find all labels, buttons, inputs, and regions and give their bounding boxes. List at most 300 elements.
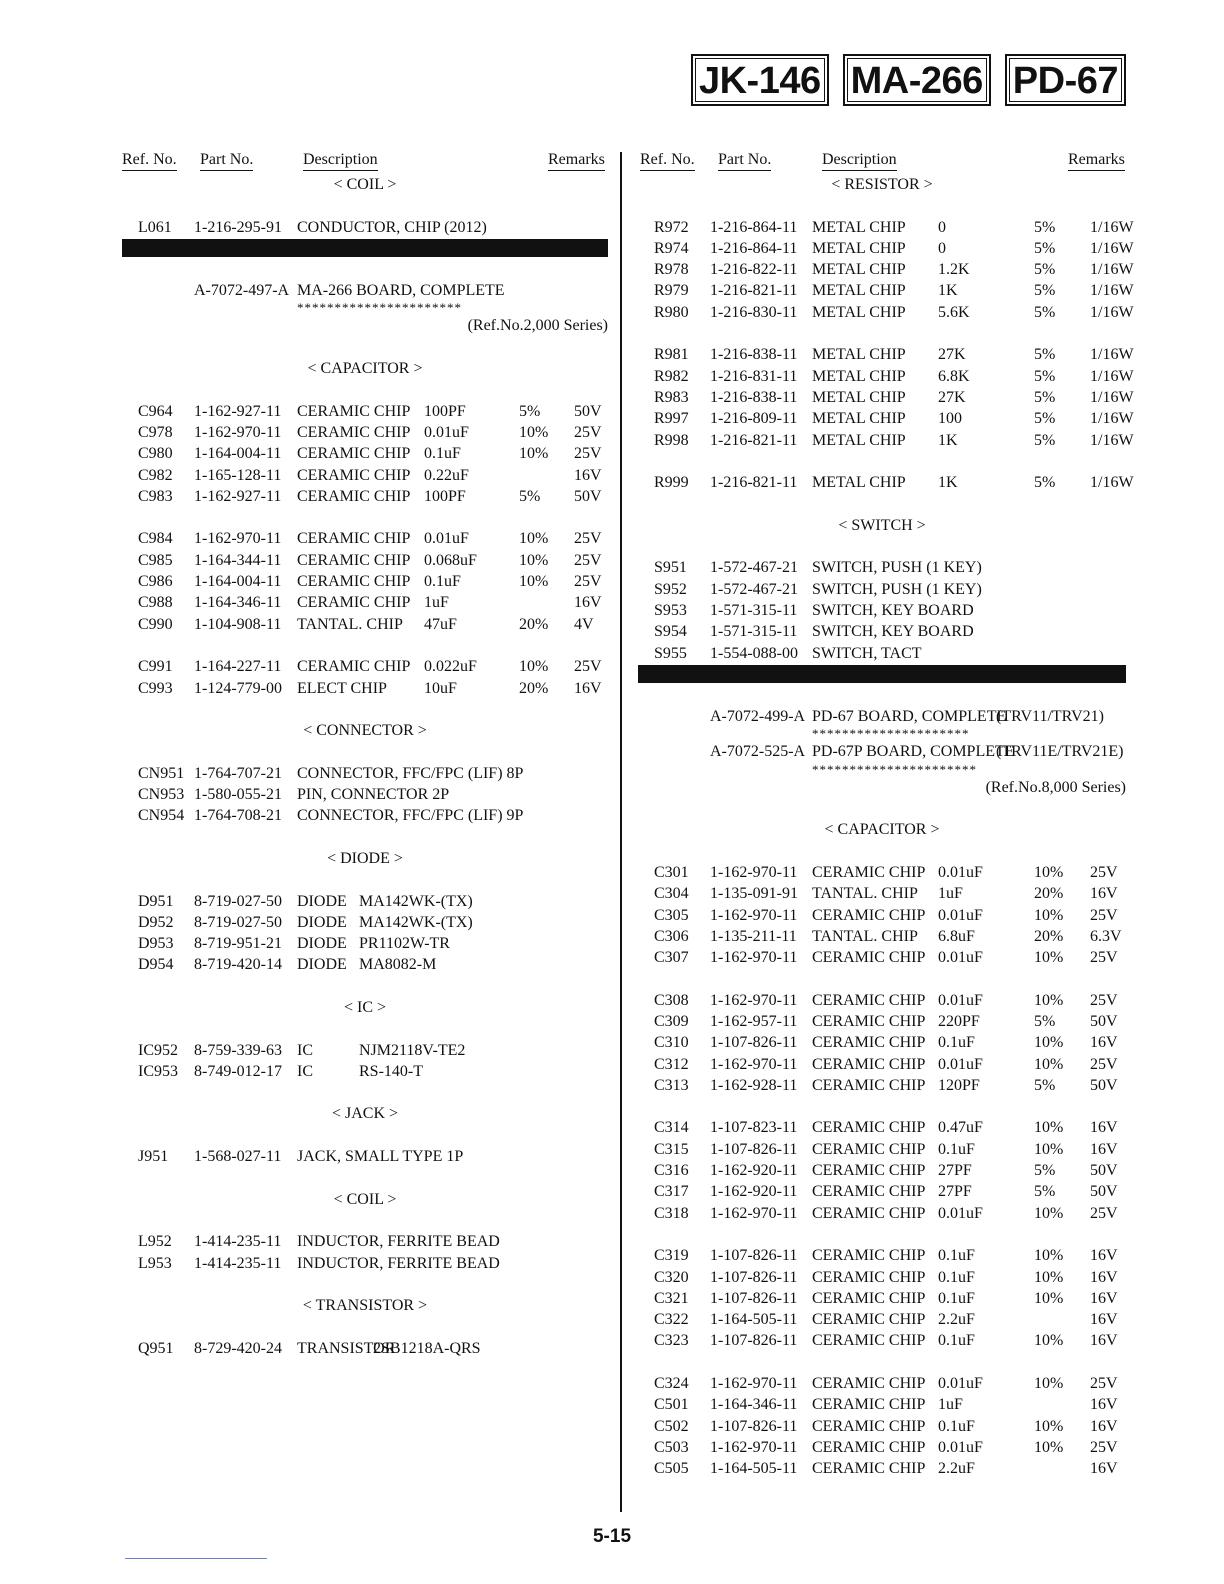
tolerance: 10%: [1034, 1247, 1064, 1265]
ref-no: CN953: [138, 786, 185, 804]
part-no: 1-162-920-11: [710, 1183, 798, 1201]
ref-no: D951: [138, 892, 174, 910]
description: CERAMIC CHIP: [297, 658, 411, 676]
part-row: [122, 528, 608, 549]
ref-no: C324: [654, 1375, 689, 1393]
ref-no: IC953: [138, 1062, 178, 1080]
ref-no: C320: [654, 1268, 689, 1286]
description: CERAMIC CHIP: [812, 1289, 926, 1307]
asterisk-rule: [638, 763, 1126, 777]
value: 27PF: [938, 1162, 972, 1180]
tolerance: 5%: [1034, 282, 1056, 300]
description: CERAMIC CHIP: [297, 466, 411, 484]
ref-no: C986: [138, 573, 173, 591]
ref-no: R997: [654, 410, 689, 428]
part-row: [638, 1437, 1126, 1458]
value: 0.01uF: [938, 1375, 983, 1393]
description: CERAMIC CHIP: [297, 487, 411, 505]
value: 5.6K: [938, 303, 970, 321]
spacer: [122, 1082, 608, 1103]
ref-no: C301: [654, 863, 689, 881]
rating: 16V: [1090, 1311, 1118, 1329]
part-row: [638, 1330, 1126, 1351]
ref-no: C312: [654, 1055, 689, 1073]
ref-no: C501: [654, 1396, 689, 1414]
description: METAL CHIP: [812, 261, 906, 279]
spacer: [122, 635, 608, 656]
description: CERAMIC CHIP: [297, 551, 411, 569]
part-row: [638, 621, 1126, 642]
spacer: [638, 798, 1126, 819]
part-row: [122, 678, 608, 699]
section-heading: [122, 997, 608, 1018]
description: CERAMIC CHIP: [297, 530, 411, 548]
asterisk-line: *********************: [812, 726, 970, 742]
spacer: [122, 1210, 608, 1231]
board-note: (TRV11/TRV21): [996, 708, 1104, 726]
part-no: 1-107-826-11: [710, 1247, 798, 1265]
part-no-header: Part No.: [718, 150, 771, 171]
rating: 16V: [574, 679, 602, 697]
ref-no: C982: [138, 466, 173, 484]
part-no: 1-162-970-11: [710, 1375, 798, 1393]
part-no: 1-162-927-11: [194, 402, 282, 420]
model-badge: MA-266: [843, 54, 991, 106]
tolerance: 20%: [519, 615, 549, 633]
rating: 16V: [1090, 1460, 1118, 1478]
part-row: [122, 1231, 608, 1252]
asterisk-rule: [638, 727, 1126, 741]
section-title: < COIL >: [333, 176, 397, 193]
ref-no: R998: [654, 431, 689, 449]
description: METAL CHIP: [812, 431, 906, 449]
tolerance: 10%: [519, 445, 549, 463]
part-no: 1-554-088-00: [710, 644, 798, 662]
part-row: [638, 1032, 1126, 1053]
rating: 1/16W: [1090, 346, 1134, 364]
description: CERAMIC CHIP: [812, 1375, 926, 1393]
description: SWITCH, PUSH (1 KEY): [812, 559, 982, 577]
spacer: [638, 1352, 1126, 1373]
part-no: 8-749-012-17: [194, 1062, 282, 1080]
tolerance: 10%: [519, 573, 549, 591]
asterisk-rule: [122, 301, 608, 315]
tolerance: 10%: [1034, 1140, 1064, 1158]
ref-no-header: Ref. No.: [122, 150, 177, 171]
description: CERAMIC CHIP: [812, 1460, 926, 1478]
model-badge: JK-146: [691, 54, 829, 106]
part-row: [638, 883, 1126, 904]
spacer: [122, 507, 608, 528]
value: 0.1uF: [424, 573, 461, 591]
value: 0.1uF: [938, 1289, 975, 1307]
rating: 25V: [574, 551, 602, 569]
description: SWITCH, TACT: [812, 644, 922, 662]
part-no: 1-571-315-11: [710, 601, 798, 619]
description: CERAMIC CHIP: [812, 1183, 926, 1201]
description: SWITCH, KEY BOARD: [812, 623, 974, 641]
tolerance: 10%: [1034, 1417, 1064, 1435]
value: 1K: [938, 431, 958, 449]
description: CERAMIC CHIP: [812, 1268, 926, 1286]
part-no: 1-162-928-11: [710, 1076, 798, 1094]
spacer: [638, 451, 1126, 472]
rating: 1/16W: [1090, 261, 1134, 279]
value: 0.1uF: [938, 1034, 975, 1052]
spacer: [122, 1167, 608, 1188]
section-title: < CONNECTOR >: [303, 722, 427, 740]
part-row: [122, 1040, 608, 1061]
value: 27K: [938, 388, 966, 406]
tolerance: 5%: [519, 402, 541, 420]
value: 0.01uF: [424, 530, 469, 548]
tolerance: 10%: [519, 530, 549, 548]
description: ELECT CHIP: [297, 679, 387, 697]
description: METAL CHIP: [812, 282, 906, 300]
description: CERAMIC CHIP: [812, 1140, 926, 1158]
value: 0.01uF: [938, 1438, 983, 1456]
spacer: [122, 1316, 608, 1337]
part-row: [638, 238, 1134, 259]
board-assembly: [122, 280, 608, 301]
spacer: [638, 685, 1126, 706]
device-model: MA8082-M: [359, 956, 437, 974]
part-row: [638, 1139, 1126, 1160]
ref-no-header: Ref. No.: [640, 150, 695, 171]
part-no: 1-135-091-91: [710, 885, 798, 903]
remarks-header: Remarks: [548, 150, 605, 171]
description: CERAMIC CHIP: [812, 863, 926, 881]
tolerance: 10%: [1034, 949, 1064, 967]
part-no: 1-107-826-11: [710, 1140, 798, 1158]
description: TANTAL. CHIP: [297, 615, 403, 633]
part-row: [122, 763, 608, 784]
device-model: NJM2118V-TE2: [359, 1041, 466, 1059]
rating: 16V: [1090, 1332, 1118, 1350]
board-part-no: A-7072-499-A: [710, 708, 806, 726]
part-no: 1-162-970-11: [194, 423, 282, 441]
part-row: [638, 926, 1126, 947]
part-no: 1-216-821-11: [710, 474, 798, 492]
part-row: [638, 643, 1126, 664]
tolerance: 10%: [1034, 1034, 1064, 1052]
value: 0.01uF: [938, 863, 983, 881]
part-row: [122, 401, 608, 422]
value: 1uF: [424, 594, 449, 612]
part-row: [638, 990, 1126, 1011]
ref-no: R982: [654, 367, 689, 385]
part-row: [122, 912, 608, 933]
part-no: 1-216-864-11: [710, 218, 798, 236]
rating: 1/16W: [1090, 474, 1134, 492]
description: METAL CHIP: [812, 388, 906, 406]
part-no: 1-162-970-11: [710, 1204, 798, 1222]
value: 100PF: [424, 402, 466, 420]
rating: 25V: [1090, 906, 1118, 924]
section-heading: [122, 358, 608, 379]
part-row: [638, 1267, 1126, 1288]
part-no: 1-764-707-21: [194, 764, 282, 782]
description: CERAMIC CHIP: [297, 594, 411, 612]
description-header: Description: [822, 150, 897, 171]
value: 10uF: [424, 679, 457, 697]
spacer: [638, 968, 1126, 989]
section-title: < TRANSISTOR >: [302, 1297, 428, 1315]
part-no: 1-164-505-11: [710, 1311, 798, 1329]
part-no: 1-216-295-91: [194, 218, 282, 236]
part-row: [638, 1416, 1126, 1437]
section-title: < RESISTOR >: [831, 176, 933, 193]
section-heading: [122, 1103, 608, 1124]
part-row: [638, 259, 1134, 280]
part-row: [638, 1117, 1126, 1138]
section-heading: [638, 819, 1126, 840]
part-row: [638, 1394, 1126, 1415]
spacer: [122, 1018, 608, 1039]
value: 220PF: [938, 1012, 980, 1030]
part-row: [122, 1253, 608, 1274]
description: CERAMIC CHIP: [297, 573, 411, 591]
part-row: [638, 1288, 1126, 1309]
part-no: 1-164-346-11: [194, 594, 282, 612]
tolerance: 20%: [519, 679, 549, 697]
part-no: 1-216-838-11: [710, 346, 798, 364]
spacer: [122, 379, 608, 400]
part-no: 1-572-467-21: [710, 580, 798, 598]
ref-no: C321: [654, 1289, 689, 1307]
description-header: Description: [303, 150, 378, 171]
board-note: (TRV11E/TRV21E): [996, 743, 1124, 761]
spacer: [638, 493, 1126, 514]
section-title: < CAPACITOR >: [307, 360, 423, 378]
part-no: 1-107-826-11: [710, 1268, 798, 1286]
spacer: [122, 1125, 608, 1146]
description: CONNECTOR, FFC/FPC (LIF) 8P: [297, 764, 524, 782]
board-assembly: [638, 706, 1126, 727]
description: TRANSISTOR: [297, 1339, 396, 1357]
rating: 16V: [1090, 1289, 1118, 1307]
part-no: 8-719-420-14: [194, 956, 282, 974]
tolerance: 10%: [1034, 1375, 1064, 1393]
section-heading: [122, 848, 608, 869]
ref-no: S954: [654, 623, 687, 641]
part-no: 1-135-211-11: [710, 927, 797, 945]
description: INDUCTOR, FERRITE BEAD: [297, 1254, 500, 1272]
series-text: (Ref.No.2,000 Series): [467, 317, 608, 335]
rating: 25V: [1090, 991, 1118, 1009]
value: 1.2K: [938, 261, 970, 279]
tolerance: 10%: [1034, 991, 1064, 1009]
spacer: [122, 869, 608, 890]
part-row: [638, 387, 1134, 408]
ref-no: R974: [654, 239, 689, 257]
rating: 1/16W: [1090, 239, 1134, 257]
part-row: [638, 430, 1134, 451]
part-row: [638, 1160, 1126, 1181]
part-row: [638, 862, 1126, 883]
description: CERAMIC CHIP: [812, 906, 926, 924]
value: 0.47uF: [938, 1119, 983, 1137]
asterisk-line: **********************: [297, 300, 462, 316]
value: 0.01uF: [938, 991, 983, 1009]
part-no: 1-107-826-11: [710, 1289, 798, 1307]
description: CERAMIC CHIP: [812, 1055, 926, 1073]
ref-no: C985: [138, 551, 173, 569]
part-row: [122, 422, 608, 443]
ref-no: C310: [654, 1034, 689, 1052]
ref-no: C316: [654, 1162, 689, 1180]
ref-no: R981: [654, 346, 689, 364]
ref-no: C319: [654, 1247, 689, 1265]
description: METAL CHIP: [812, 367, 906, 385]
part-no: 1-162-970-11: [710, 949, 798, 967]
tolerance: 5%: [1034, 1012, 1056, 1030]
part-row: [122, 954, 608, 975]
rating: 1/16W: [1090, 282, 1134, 300]
tolerance: 5%: [1034, 474, 1056, 492]
tolerance: 10%: [519, 551, 549, 569]
part-row: [122, 1061, 608, 1082]
rating: 25V: [1090, 1055, 1118, 1073]
ref-no: S953: [654, 601, 687, 619]
value: 0.01uF: [938, 906, 983, 924]
value: 0.22uF: [424, 466, 469, 484]
rating: 25V: [574, 530, 602, 548]
tolerance: 5%: [1034, 388, 1056, 406]
part-no: 1-164-505-11: [710, 1460, 798, 1478]
part-no: 1-216-838-11: [710, 388, 798, 406]
rating: 1/16W: [1090, 431, 1134, 449]
part-no: 8-729-420-24: [194, 1339, 282, 1357]
part-row: [638, 947, 1126, 968]
column-header: [122, 150, 608, 174]
part-row: [122, 614, 608, 635]
rating: 16V: [1090, 1268, 1118, 1286]
model-badge: PD-67: [1005, 54, 1126, 106]
section-heading: [638, 174, 1126, 195]
device-model: MA142WK-(TX): [359, 913, 473, 931]
description: CERAMIC CHIP: [812, 1396, 926, 1414]
rating: 25V: [1090, 949, 1118, 967]
spacer: [122, 1274, 608, 1295]
ref-no: C314: [654, 1119, 689, 1137]
tolerance: 5%: [1034, 346, 1056, 364]
part-row: [638, 1054, 1126, 1075]
ref-no: CN954: [138, 807, 185, 825]
part-no: 1-162-970-11: [710, 991, 798, 1009]
ref-no: C315: [654, 1140, 689, 1158]
ref-no: D954: [138, 956, 174, 974]
ref-no: C317: [654, 1183, 689, 1201]
part-row: [638, 366, 1134, 387]
rating: 4V: [574, 615, 594, 633]
right-parts-column: [638, 150, 1134, 1480]
ref-no: S955: [654, 644, 687, 662]
rating: 16V: [1090, 885, 1118, 903]
description: CERAMIC CHIP: [812, 1076, 926, 1094]
device-model: RS-140-T: [359, 1062, 423, 1080]
value: 0.022uF: [424, 658, 477, 676]
section-title: < COIL >: [333, 1190, 397, 1208]
ref-no: C984: [138, 530, 173, 548]
part-row: [638, 600, 1126, 621]
section-title: < DIODE >: [327, 849, 403, 867]
device-model: PR1102W-TR: [359, 935, 450, 953]
description: CERAMIC CHIP: [812, 1204, 926, 1222]
description: JACK, SMALL TYPE 1P: [297, 1148, 464, 1166]
ref-no: D952: [138, 913, 174, 931]
part-no: 1-162-970-11: [710, 863, 798, 881]
value: 27PF: [938, 1183, 972, 1201]
rating: 16V: [574, 466, 602, 484]
page-number: 5-15: [592, 1526, 632, 1547]
ref-no: R980: [654, 303, 689, 321]
ref-no: C505: [654, 1460, 689, 1478]
rating: 50V: [1090, 1183, 1118, 1201]
board-description: PD-67P BOARD, COMPLETE: [812, 743, 1015, 761]
part-no: 1-162-927-11: [194, 487, 282, 505]
value: 0.1uF: [938, 1140, 975, 1158]
value: 2.2uF: [938, 1460, 975, 1478]
part-row: [638, 472, 1134, 493]
description: TANTAL. CHIP: [812, 885, 918, 903]
device-model: 2SB1218A-QRS: [373, 1339, 481, 1357]
rating: 50V: [574, 487, 602, 505]
tolerance: 10%: [519, 658, 549, 676]
section-bar: [122, 239, 608, 257]
part-no: 1-414-235-11: [194, 1254, 282, 1272]
part-row: [122, 1338, 608, 1359]
value: 0: [938, 218, 946, 236]
column-header: [638, 150, 1126, 174]
description: TANTAL. CHIP: [812, 927, 918, 945]
rating: 50V: [1090, 1012, 1118, 1030]
section-heading: [122, 1189, 608, 1210]
description: METAL CHIP: [812, 239, 906, 257]
value: 0.068uF: [424, 551, 477, 569]
rating: 1/16W: [1090, 410, 1134, 428]
ref-no: C305: [654, 906, 689, 924]
device-model: MA142WK-(TX): [359, 892, 473, 910]
part-row: [638, 302, 1134, 323]
value: 2.2uF: [938, 1311, 975, 1329]
section-title: < CAPACITOR >: [824, 821, 940, 839]
section-title: < SWITCH >: [838, 516, 926, 534]
value: 1K: [938, 282, 958, 300]
ref-no: C318: [654, 1204, 689, 1222]
series-note: [122, 315, 608, 336]
ref-no: J951: [138, 1148, 169, 1166]
tolerance: 10%: [1034, 906, 1064, 924]
part-row: [638, 344, 1134, 365]
tolerance: 5%: [519, 487, 541, 505]
tolerance: 5%: [1034, 239, 1056, 257]
part-no: 1-216-821-11: [710, 431, 798, 449]
ref-no: IC952: [138, 1041, 178, 1059]
description: CERAMIC CHIP: [812, 1012, 926, 1030]
part-no: 1-216-864-11: [710, 239, 798, 257]
section-heading: [122, 1295, 608, 1316]
board-part-no: A-7072-525-A: [710, 743, 806, 761]
description: CERAMIC CHIP: [812, 1034, 926, 1052]
tolerance: 5%: [1034, 261, 1056, 279]
value: 0.1uF: [938, 1417, 975, 1435]
part-no: 1-162-970-11: [194, 530, 282, 548]
tolerance: 20%: [1034, 885, 1064, 903]
tolerance: 10%: [1034, 1289, 1064, 1307]
description: DIODE: [297, 892, 347, 910]
ref-no: C964: [138, 402, 173, 420]
